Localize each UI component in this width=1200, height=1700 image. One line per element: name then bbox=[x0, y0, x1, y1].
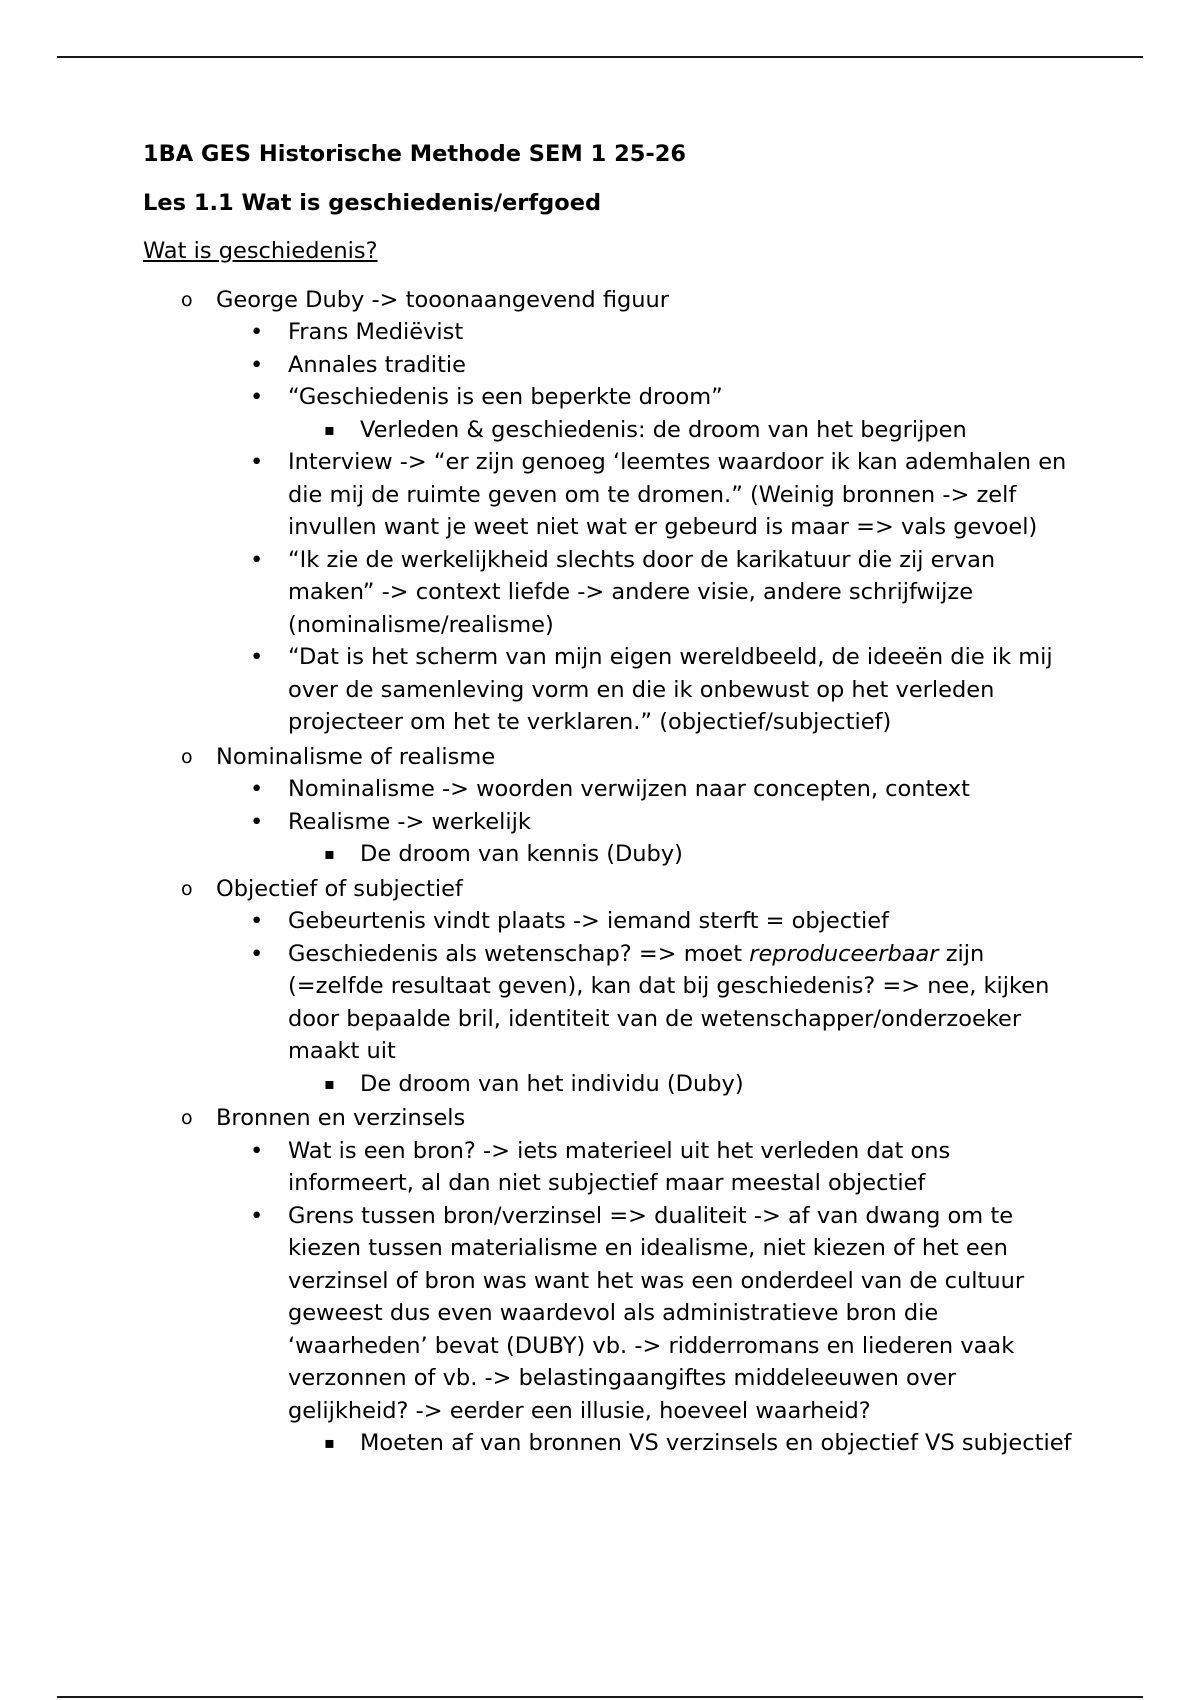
list-item-text: Geschiedenis als wetenschap? => moet bbox=[288, 940, 750, 967]
list-item-level-1 bbox=[143, 873, 1083, 906]
bullet-marker: • bbox=[250, 1202, 264, 1229]
list-item-text: Gebeurtenis vindt plaats -> iemand sterft = objectief bbox=[288, 908, 889, 934]
list-item-text: Objectief of subjectief bbox=[216, 875, 463, 902]
list-item-level-3 bbox=[143, 1068, 1083, 1101]
bullet-marker: • bbox=[250, 776, 264, 802]
list-item-level-2 bbox=[143, 316, 1083, 349]
list-item-level-1 bbox=[143, 741, 1083, 774]
bullet-marker: ▪ bbox=[324, 419, 335, 439]
section-heading: Wat is geschiedenis? bbox=[143, 238, 378, 264]
list-item-level-2 bbox=[143, 1135, 1083, 1200]
list-item-text: Grens tussen bron/verzinsel => dualiteit -> af van dwang om te kiezen tussen materialisme en idealisme, niet kiezen of het een verzinsel of bron was want het was een onderdeel van de cultuur geweest dus even waardevol als administratieve bron die ‘waarheden’ bevat (DUBY) vb. -> ridderromans en liederen vaak verzonnen of vb. -> belastingaangiftes middeleeuwen over gelijkheid? -> eerder een illusie, hoeveel waarheid? bbox=[288, 1202, 1025, 1424]
list-item-text: De droom van het individu (Duby) bbox=[360, 1070, 744, 1097]
list-item-text: “Geschiedenis is een beperkte droom” bbox=[288, 384, 723, 410]
list-item-level-2 bbox=[143, 773, 1083, 806]
bullet-marker: o bbox=[181, 745, 193, 768]
document-title: 1BA GES Historische Methode SEM 1 25-26 bbox=[143, 141, 687, 167]
top-rule bbox=[57, 56, 1143, 58]
list-item-text: “Dat is het scherm van mijn eigen wereldbeeld, de ideeën die ik mij over de samenleving vorm en die ik onbewust op het verleden projecteer om het te verklaren.” (objectief/subjectief) bbox=[288, 644, 1053, 735]
list-item-text: Verleden & geschiedenis: de droom van het begrijpen bbox=[360, 416, 967, 443]
list-item-level-2 bbox=[143, 381, 1083, 414]
bullet-marker: • bbox=[250, 908, 264, 934]
list-item-text: Wat is een bron? -> iets materieel uit het verleden dat ons informeert, al dan niet subjectief maar meestal objectief bbox=[288, 1137, 951, 1196]
list-item-level-2 bbox=[143, 544, 1083, 642]
list-item-text: De droom van kennis (Duby) bbox=[360, 841, 683, 867]
list-item-level-2 bbox=[143, 641, 1083, 739]
list-item-text: Annales traditie bbox=[288, 351, 466, 378]
bullet-marker: ▪ bbox=[324, 1433, 335, 1452]
list-item-text: “Ik zie de werkelijkheid slechts door de karikatuur die zij ervan maken” -> context liefde -> andere visie, andere schrijfwijze (nominalisme/realisme) bbox=[288, 546, 996, 638]
bullet-marker: • bbox=[250, 449, 264, 475]
list-item-level-3 bbox=[143, 1427, 1083, 1460]
bullet-marker: • bbox=[250, 808, 264, 835]
list-item-text: Nominalisme -> woorden verwijzen naar concepten, context bbox=[288, 776, 970, 802]
bullet-marker: • bbox=[250, 546, 264, 573]
bullet-marker: o bbox=[181, 288, 193, 311]
bullet-marker: • bbox=[250, 319, 264, 345]
bullet-marker: ▪ bbox=[324, 844, 335, 863]
bullet-marker: ▪ bbox=[324, 1073, 335, 1093]
list-item-level-1 bbox=[143, 284, 1083, 317]
list-item-text: Moeten af van bronnen VS verzinsels en objectief VS subjectief bbox=[360, 1430, 1072, 1456]
list-item-level-2 bbox=[143, 349, 1083, 382]
list-item-text: zijn (=zelfde resultaat geven), kan dat bij geschiedenis? => nee, kijken door bepaalde bril, identiteit van de wetenschapper/onderzoeker maakt uit bbox=[288, 940, 1050, 1064]
list-item-text: George Duby -> tooonaangevend figuur bbox=[216, 286, 670, 313]
bottom-rule bbox=[57, 1696, 1143, 1698]
bullet-marker: • bbox=[250, 384, 264, 410]
notes-list bbox=[143, 284, 1083, 1460]
list-item-level-1 bbox=[143, 1102, 1083, 1135]
bullet-marker: • bbox=[250, 1137, 264, 1164]
bullet-marker: o bbox=[181, 877, 193, 900]
lesson-title: Les 1.1 Wat is geschiedenis/erfgoed bbox=[143, 189, 602, 216]
list-item-text: Nominalisme of realisme bbox=[216, 743, 496, 770]
list-item-level-3 bbox=[143, 414, 1083, 447]
list-item-text: Bronnen en verzinsels bbox=[216, 1105, 466, 1131]
bullet-marker: o bbox=[181, 1107, 193, 1129]
list-item-level-2 bbox=[143, 938, 1083, 1068]
list-item-level-2 bbox=[143, 905, 1083, 938]
list-item-level-2 bbox=[143, 1200, 1083, 1428]
document-body bbox=[143, 138, 1083, 1460]
bullet-marker: • bbox=[250, 644, 264, 670]
bullet-marker: • bbox=[250, 940, 264, 967]
list-item-text: Interview -> “er zijn genoeg ‘leemtes waardoor ik kan ademhalen en die mij de ruimte geven om te dromen.” (Weinig bronnen -> zelf invullen want je weet niet wat er gebeurd is maar => vals gevoel) bbox=[288, 449, 1067, 540]
list-item-text: Realisme -> werkelijk bbox=[288, 808, 531, 835]
italic-term: reproduceerbaar bbox=[749, 940, 939, 967]
list-item-level-2 bbox=[143, 806, 1083, 839]
list-item-level-3 bbox=[143, 838, 1083, 871]
bullet-marker: • bbox=[250, 351, 264, 378]
list-item-text: Frans Mediëvist bbox=[288, 319, 464, 345]
list-item-level-2 bbox=[143, 446, 1083, 544]
